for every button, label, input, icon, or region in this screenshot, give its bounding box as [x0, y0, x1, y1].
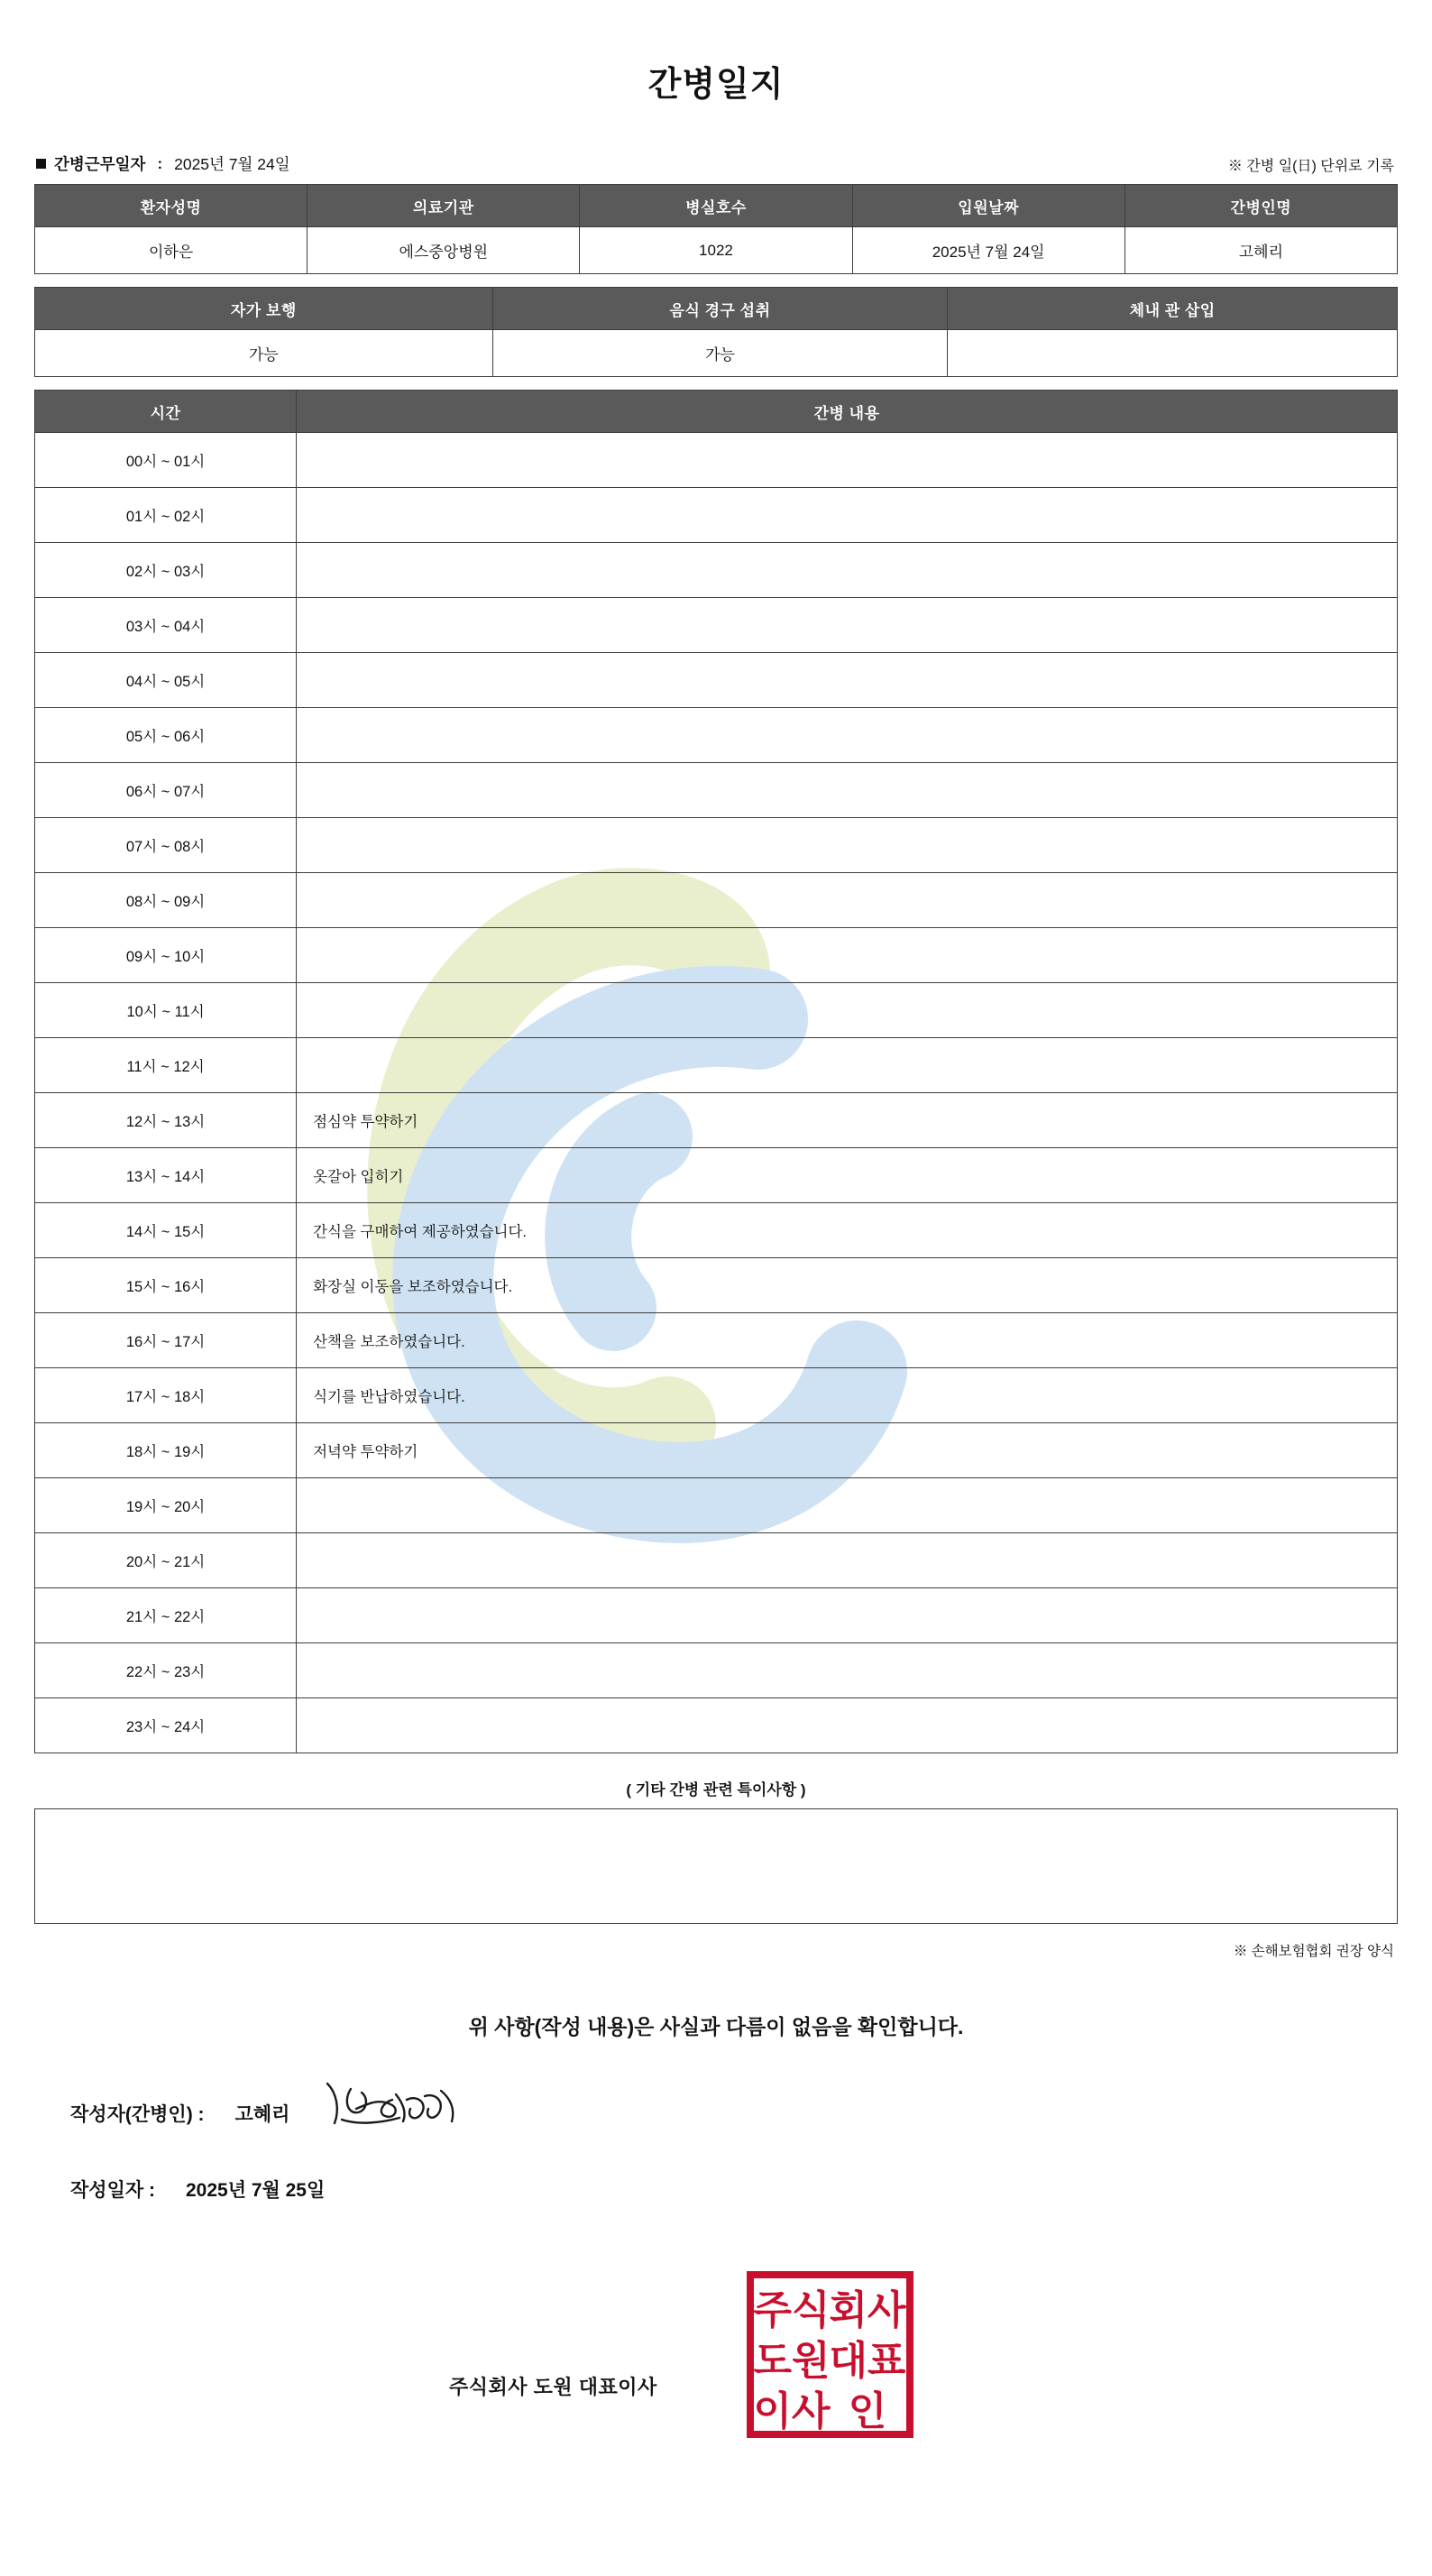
- cell-care-content[interactable]: [297, 1588, 1398, 1643]
- col-header-room-no: 병실호수: [580, 185, 852, 227]
- cell-care-content[interactable]: [297, 818, 1398, 873]
- remarks-title: ( 기타 간병 관련 특이사항 ): [626, 1781, 806, 1799]
- svg-text:대표: 대표: [829, 2339, 906, 2383]
- cell-care-content[interactable]: 저녁약 투약하기: [297, 1423, 1398, 1478]
- svg-text:주식: 주식: [753, 2288, 831, 2332]
- cell-time: 00시 ~ 01시: [35, 433, 297, 488]
- write-date-label: 작성일자 :: [70, 2180, 155, 2201]
- patient-info-table: [34, 184, 1398, 274]
- col-header-tube-insertion: 체내 관 삽입: [948, 288, 1398, 330]
- work-date-label: 간병근무일자: [54, 155, 146, 173]
- remarks-box[interactable]: [34, 1808, 1398, 1924]
- cell-hospital: 에스중앙병원: [308, 227, 580, 274]
- cell-care-content[interactable]: [297, 653, 1398, 708]
- table-row: [35, 598, 1398, 653]
- subheader-row: [34, 152, 1398, 175]
- table-row: [35, 543, 1398, 598]
- table-row: [35, 1038, 1398, 1093]
- cell-time: 11시 ~ 12시: [35, 1038, 297, 1093]
- col-header-admission-date: 입원날짜: [852, 185, 1124, 227]
- cell-time: 09시 ~ 10시: [35, 928, 297, 983]
- cell-time: 03시 ~ 04시: [35, 598, 297, 653]
- writer-row: [34, 2082, 1398, 2145]
- cell-time: 21시 ~ 22시: [35, 1588, 297, 1643]
- cell-care-content[interactable]: [297, 1038, 1398, 1093]
- col-header-self-walk: 자가 보행: [35, 288, 493, 330]
- cell-care-content[interactable]: [297, 983, 1398, 1038]
- table-row: [35, 227, 1398, 274]
- cell-care-content[interactable]: 화장실 이동을 보조하였습니다.: [297, 1258, 1398, 1313]
- col-header-caregiver-name: 간병인명: [1124, 185, 1397, 227]
- cell-time: 13시 ~ 14시: [35, 1148, 297, 1203]
- work-date-block: [36, 152, 290, 175]
- table-row: [35, 928, 1398, 983]
- table-row: [35, 1698, 1398, 1753]
- cell-care-content[interactable]: [297, 543, 1398, 598]
- table-row: [35, 708, 1398, 763]
- cell-care-content[interactable]: [297, 598, 1398, 653]
- col-header-hospital: 의료기관: [308, 185, 580, 227]
- table-row: [35, 1313, 1398, 1368]
- cell-time: 05시 ~ 06시: [35, 708, 297, 763]
- cell-time: 20시 ~ 21시: [35, 1533, 297, 1588]
- table-row: [35, 391, 1398, 433]
- cell-care-content[interactable]: 옷갈아 입히기: [297, 1148, 1398, 1203]
- table-row: [35, 1643, 1398, 1698]
- svg-text:이사: 이사: [753, 2389, 831, 2433]
- svg-text:도원: 도원: [753, 2339, 831, 2383]
- writer-value: 고혜리: [234, 2104, 290, 2125]
- col-header-patient-name: 환자성명: [35, 185, 308, 227]
- cell-care-content[interactable]: [297, 1533, 1398, 1588]
- table-row: [35, 185, 1398, 227]
- cell-care-content[interactable]: [297, 488, 1398, 543]
- col-header-oral-intake: 음식 경구 섭취: [492, 288, 948, 330]
- cell-time: 10시 ~ 11시: [35, 983, 297, 1038]
- cell-tube-insertion: [948, 330, 1398, 377]
- cell-time: 01시 ~ 02시: [35, 488, 297, 543]
- cell-care-content[interactable]: 간식을 구매하여 제공하였습니다.: [297, 1203, 1398, 1258]
- write-date-value: 2025년 7월 25일: [185, 2180, 326, 2201]
- table-row: [35, 763, 1398, 818]
- table-row: [35, 873, 1398, 928]
- table-row: [35, 288, 1398, 330]
- company-name: 주식회사 도원 대표이사: [449, 2376, 657, 2398]
- cell-time: 04시 ~ 05시: [35, 653, 297, 708]
- write-date-row: [34, 2176, 1398, 2203]
- cell-care-content[interactable]: [297, 1698, 1398, 1753]
- cell-care-content[interactable]: 점심약 투약하기: [297, 1093, 1398, 1148]
- cell-time: 15시 ~ 16시: [35, 1258, 297, 1313]
- cell-time: 18시 ~ 19시: [35, 1423, 297, 1478]
- work-date-value: 2025년 7월 24일: [174, 155, 290, 173]
- table-row: [35, 1368, 1398, 1423]
- cell-care-content[interactable]: [297, 928, 1398, 983]
- col-header-care-content: 간병 내용: [297, 391, 1398, 433]
- company-block: [34, 2262, 1398, 2443]
- cell-time: 19시 ~ 20시: [35, 1478, 297, 1533]
- cell-time: 17시 ~ 18시: [35, 1368, 297, 1423]
- cell-time: 23시 ~ 24시: [35, 1698, 297, 1753]
- company-stamp: [747, 2271, 913, 2438]
- cell-oral-intake: 가능: [492, 330, 948, 377]
- table-row: [35, 1093, 1398, 1148]
- table-row: [35, 488, 1398, 543]
- table-row: [35, 1423, 1398, 1478]
- cell-time: 12시 ~ 13시: [35, 1093, 297, 1148]
- unit-note: ※ 간병 일(日) 단위로 기록: [1227, 159, 1394, 174]
- cell-patient-name: 이하은: [35, 227, 308, 274]
- cell-time: 07시 ~ 08시: [35, 818, 297, 873]
- association-note: ※ 손해보험협회 권장 양식: [1233, 1944, 1394, 1959]
- cell-care-content[interactable]: [297, 1643, 1398, 1698]
- cell-time: 02시 ~ 03시: [35, 543, 297, 598]
- cell-care-content[interactable]: 식기를 반납하였습니다.: [297, 1368, 1398, 1423]
- svg-text:회사: 회사: [829, 2288, 906, 2332]
- cell-time: 14시 ~ 15시: [35, 1203, 297, 1258]
- cell-care-content[interactable]: 산책을 보조하였습니다.: [297, 1313, 1398, 1368]
- cell-time: 16시 ~ 17시: [35, 1313, 297, 1368]
- cell-admission-date: 2025년 7월 24일: [852, 227, 1124, 274]
- cell-care-content[interactable]: [297, 433, 1398, 488]
- table-row: [35, 330, 1398, 377]
- confirmation-statement: 위 사항(작성 내용)은 사실과 다름이 없음을 확인합니다.: [468, 2015, 964, 2038]
- work-date-colon: :: [157, 154, 163, 172]
- bullet-square-icon: [36, 159, 46, 169]
- table-row: [35, 1258, 1398, 1313]
- cell-time: 22시 ~ 23시: [35, 1643, 297, 1698]
- cell-caregiver-name: 고혜리: [1124, 227, 1397, 274]
- cell-time: 08시 ~ 09시: [35, 873, 297, 928]
- col-header-time: 시간: [35, 391, 297, 433]
- page-title: 간병일지: [647, 66, 785, 104]
- table-row: [35, 1148, 1398, 1203]
- cell-care-content[interactable]: [297, 1478, 1398, 1533]
- table-row: [35, 818, 1398, 873]
- table-row: [35, 1588, 1398, 1643]
- table-row: [35, 983, 1398, 1038]
- table-row: [35, 1533, 1398, 1588]
- cell-self-walk: 가능: [35, 330, 493, 377]
- cell-room-no: 1022: [580, 227, 852, 274]
- cell-care-content[interactable]: [297, 708, 1398, 763]
- cell-time: 06시 ~ 07시: [35, 763, 297, 818]
- hourly-log-table: [34, 390, 1398, 1753]
- svg-text:인: 인: [848, 2389, 887, 2433]
- writer-label: 작성자(간병인) :: [70, 2104, 205, 2125]
- table-row: [35, 1203, 1398, 1258]
- care-ability-table: [34, 287, 1398, 377]
- cell-care-content[interactable]: [297, 873, 1398, 928]
- table-row: [35, 653, 1398, 708]
- table-row: [35, 1478, 1398, 1533]
- cell-care-content[interactable]: [297, 763, 1398, 818]
- table-row: [35, 433, 1398, 488]
- signature-image: [317, 2073, 470, 2136]
